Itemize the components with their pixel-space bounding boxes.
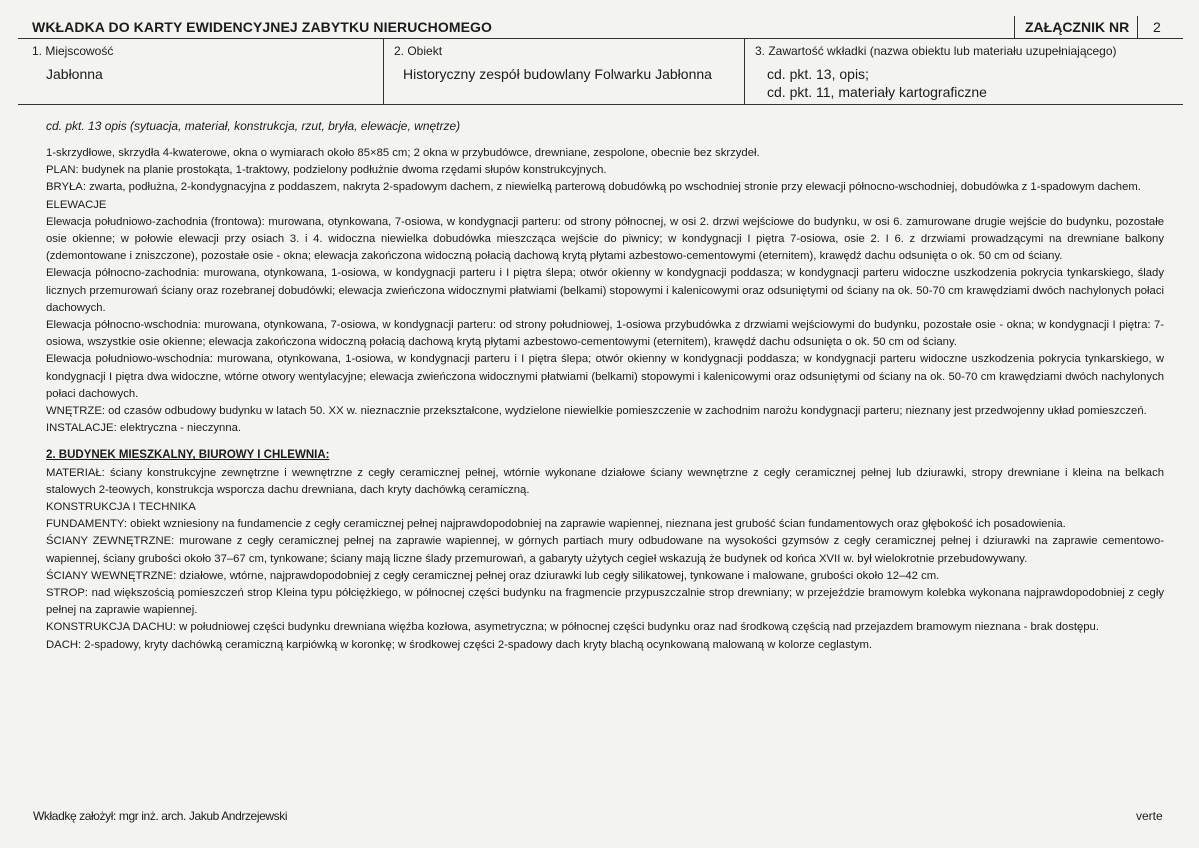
paragraph: FUNDAMENTY: obiekt wzniesiony na fundamencie z cegły ceramicznej pełnej najprawdopodobniej na zaprawie wapiennej, nieznana jest grubość ścian fundamentowych oraz głębokość ich posadowienia. (46, 518, 1066, 531)
paragraph: WNĘTRZE: od czasów odbudowy budynku w latach 50. XX w. nieznacznie przekształcone, wydzielone niewielkie pomieszczenie w zachodnim narożu kondygnacji parteru; nieznany jest przedwojenny układ pomieszczeń. (46, 405, 1147, 418)
verte-note: verte (1136, 809, 1163, 823)
paragraph: ŚCIANY ZEWNĘTRZNE: murowane z cegły ceramicznej pełnej na zaprawie wapiennej, w górnych partiach mury odbudowane na wysokości gzymsów z cegły ceramicznej pełnej i dziurawki na zaprawie cementowo-wapiennej, ściany grubości około 37–67 cm, tynkowane; ściany mają liczne ślady przemurowań, a gabaryty użytych cegieł wskazują że budynek od końca XVII w. był wielokrotnie przebudowywany. (46, 535, 1164, 565)
paragraph: INSTALACJE: elektryczna - nieczynna. (46, 422, 242, 435)
content-line-2: cd. pkt. 11, materiały kartograficzne (767, 84, 987, 100)
content-label: 3. Zawartość wkładki (nazwa obiektu lub materiału uzupełniającego) (755, 44, 1117, 58)
description-body (46, 145, 1164, 654)
content-line-1: cd. pkt. 13, opis; (767, 66, 869, 82)
paragraph: MATERIAŁ: ściany konstrukcyjne zewnętrzne i wewnętrzne z cegły ceramicznej pełnej, wtórnie wykonane działowe ściany wewnętrzne z cegły ceramicznej pełnej lub dziurawki, stropy drewniane i kleina na belkach stalowych 2-teowych, konstrukcja wsporcza dachu drewniana, dach kryty dachówką ceramiczną. (46, 466, 1164, 496)
paragraph: PLAN: budynek na planie prostokąta, 1-traktowy, podzielony podłużnie dwoma rzędami słupów konstrukcyjnych. (46, 164, 607, 177)
paragraph: Elewacja południowo-wschodnia: murowana, otynkowana, 1-osiowa, w kondygnacji parteru i I piętra ślepa; otwór okienny w kondygnacji poddasza; w kondygnacji parteru widoczne uszkodzenia pokrycia tynkarskiego, w kondygnacji I piętra dwa widoczne, wtórne otwory wentylacyjne; elewacja zwieńczona widocznymi płatwiami (belkami) stopowymi i kalenicowymi oraz odsuniętymi od ściany na ok. 50-70 cm krawędziami dwóch nachylonych połaci dachowych. (46, 353, 1164, 400)
header-fields-row (18, 38, 1183, 105)
section-subheading: cd. pkt. 13 opis (sytuacja, materiał, konstrukcja, rzut, bryła, elewacje, wnętrze) (46, 119, 461, 133)
spacer (46, 437, 1164, 447)
paragraph: 1-skrzydłowe, skrzydła 4-kwaterowe, okna o wymiarach około 85×85 cm; 2 okna w przybudówce, drewniane, zespolone, obecnie bez skrzydeł. (46, 147, 760, 159)
object-value: Historyczny zespół budowlany Folwarku Jabłonna (403, 66, 712, 82)
locality-value: Jabłonna (46, 66, 103, 82)
form-title: WKŁADKA DO KARTY EWIDENCYJNEJ ZABYTKU NIERUCHOMEGO (32, 19, 493, 35)
paragraph: KONSTRUKCJA I TECHNIKA (46, 501, 196, 514)
paragraph: Elewacja północno-wschodnia: murowana, otynkowana, 7-osiowa, w kondygnacji parteru: od strony południowej, 1-osiowa przybudówka z drzwiami wejściowymi do budynku, pozostałe osie - okna; w kondygnacji I piętra: 7-osiowa, wszystkie osie okienne; elewacja zakończona widoczną połacią dachową krytą płytami azbestowo-cementowymi (eternitem), krawędź dachu odsunięta o ok. 50 cm od ściany. (46, 319, 1164, 349)
paragraph: Elewacja północno-zachodnia: murowana, otynkowana, 1-osiowa, w kondygnacji parteru i I piętra ślepa; otwór okienny w kondygnacji poddasza; w kondygnacji parteru widoczne uszkodzenia pokrycia tynkarskiego, ślady licznych przemurowań ściany oraz rozebranej dobudówki; elewacja zwieńczona widocznymi płatwiami (belkami) stopowymi i kalenicowymi oraz odsuniętymi od ściany na ok. 50-70 cm krawędziami dwóch nachylonych połaci dachowych. (46, 267, 1164, 314)
locality-field (18, 38, 383, 104)
content-value (767, 65, 987, 101)
content-field (744, 38, 1184, 104)
paragraph: KONSTRUKCJA DACHU: w południowej części budynku drewniana więźba kozłowa, asymetryczna; w północnej części budynku oraz nad środkową częścią nad przejazdem bramowym nieznana - brak dostępu. (46, 621, 1099, 634)
annex-number: 2 (1153, 19, 1161, 35)
author-note: Wkładkę założył: mgr inż. arch. Jakub Andrzejewski (33, 809, 288, 823)
section-2-title: 2. BUDYNEK MIESZKALNY, BIUROWY I CHLEWNIA: (46, 449, 330, 462)
annex-box (1014, 16, 1138, 38)
locality-label: 1. Miejscowość (32, 44, 114, 58)
paragraph: STROP: nad większością pomieszczeń strop Kleina typu półciężkiego, w północnej części budynku na fragmencie przypuszczalnie strop drewniany; w przejeździe bramowym kolebka wykonana najprawdopodobniej z cegły pełnej na zaprawie wapiennej. (46, 587, 1164, 617)
paragraph: BRYŁA: zwarta, podłużna, 2-kondygnacyjna z poddaszem, nakryta 2-spadowym dachem, z niewielką parterową dobudówką po wschodniej stronie przy elewacji północno-wschodniej, dobudówka z 1-spadowym dachem. (46, 181, 1141, 194)
form-header (18, 16, 1183, 39)
object-label: 2. Obiekt (394, 44, 443, 58)
paragraph: DACH: 2-spadowy, kryty dachówką ceramiczną karpiówką w koronkę; w środkowej części 2-spadowy dach kryty blachą ocynkowaną malowaną w kolorze ceglastym. (46, 638, 873, 651)
paragraph: Elewacja południowo-zachodnia (frontowa): murowana, otynkowana, 7-osiowa, w kondygnacji parteru: od strony północnej, w osi 2. drzwi wejściowe do budynku, w osi 6. zamurowane drugie wejście do budynku, pozostałe osie okienne; w połowie elewacji przy osiach 3. i 4. widoczna niewielka dobudówka mieszcząca wejście do piwnicy; w kondygnacji I piętra 7-osiowa, osie 2. I 6. z drzwiami prowadzącymi na drewniane balkony (zdemontowane i zniszczone), pozostałe osie - okna; elewacja zakończona widoczną połacią dachową krytą płytami azbestowo-cementowymi (eternitem), krawędź dachu odsunięta o ok. 50 cm od ściany. (46, 215, 1164, 263)
paragraph: ELEWACJE (46, 198, 107, 211)
object-field (383, 38, 745, 104)
paragraph: ŚCIANY WEWNĘTRZNE: działowe, wtórne, najprawdopodobniej z cegły ceramicznej pełnej oraz dziurawki lub cegły silikatowej, tynkowane i malowane, grubości około 12–42 cm. (46, 569, 940, 582)
annex-label: ZAŁĄCZNIK NR (1025, 19, 1130, 35)
